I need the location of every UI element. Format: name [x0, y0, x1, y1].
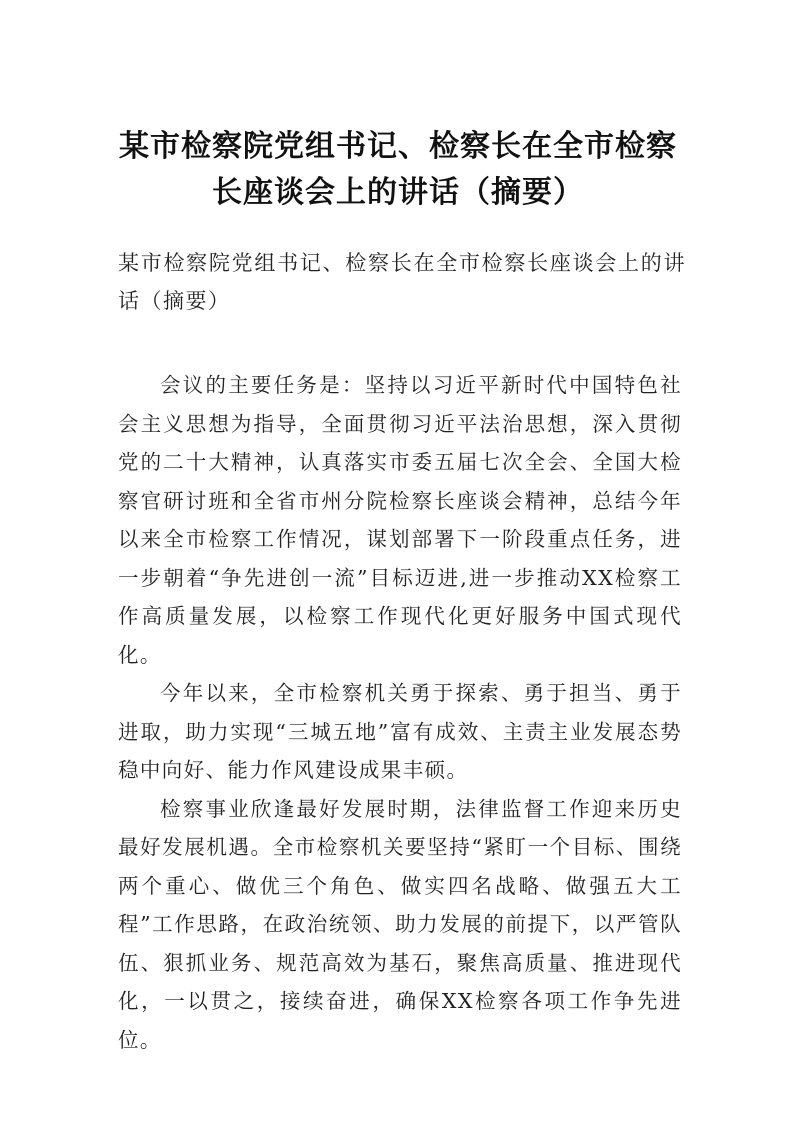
body-paragraph: 检察事业欣逢最好发展时期，法律监督工作迎来历史最好发展机遇。全市检察机关要坚持“紧盯一个目标、围绕两个重心、做优三个角色、做实四名战略、做强五大工程”工作思路，在政治统领、助力发展的前提下，以严管队伍、狠抓业务、规范高效为基石，聚焦高质量、推进现代化，一以贯之，接续奋进，确保XX检察各项工作争先进位。: [118, 796, 682, 1052]
body-paragraph: 今年以来，全市检察机关勇于探索、勇于担当、勇于进取，助力实现“三城五地”富有成效、主责主业发展态势稳中向好、能力作风建设成果丰硕。: [118, 681, 682, 782]
document-subtitle: 某市检察院党组书记、检察长在全市检察长座谈会上的讲话（摘要）: [118, 251, 686, 313]
document-title: 某市检察院党组书记、检察长在全市检察长座谈会上的讲话（摘要）: [119, 129, 677, 210]
document-body: [118, 366, 682, 1059]
body-paragraph: 会议的主要任务是：坚持以习近平新时代中国特色社会主义思想为指导，全面贯彻习近平法治思想，深入贯彻党的二十大精神，认真落实市委五届七次全会、全国大检察官研讨班和全省市州分院检察长座谈会精神，总结今年以来全市检察工作情况，谋划部署下一阶段重点任务，进一步朝着“争先进创一流”目标迈进,进一步推动XX检察工作高质量发展，以检察工作现代化更好服务中国式现代化。: [118, 373, 682, 667]
